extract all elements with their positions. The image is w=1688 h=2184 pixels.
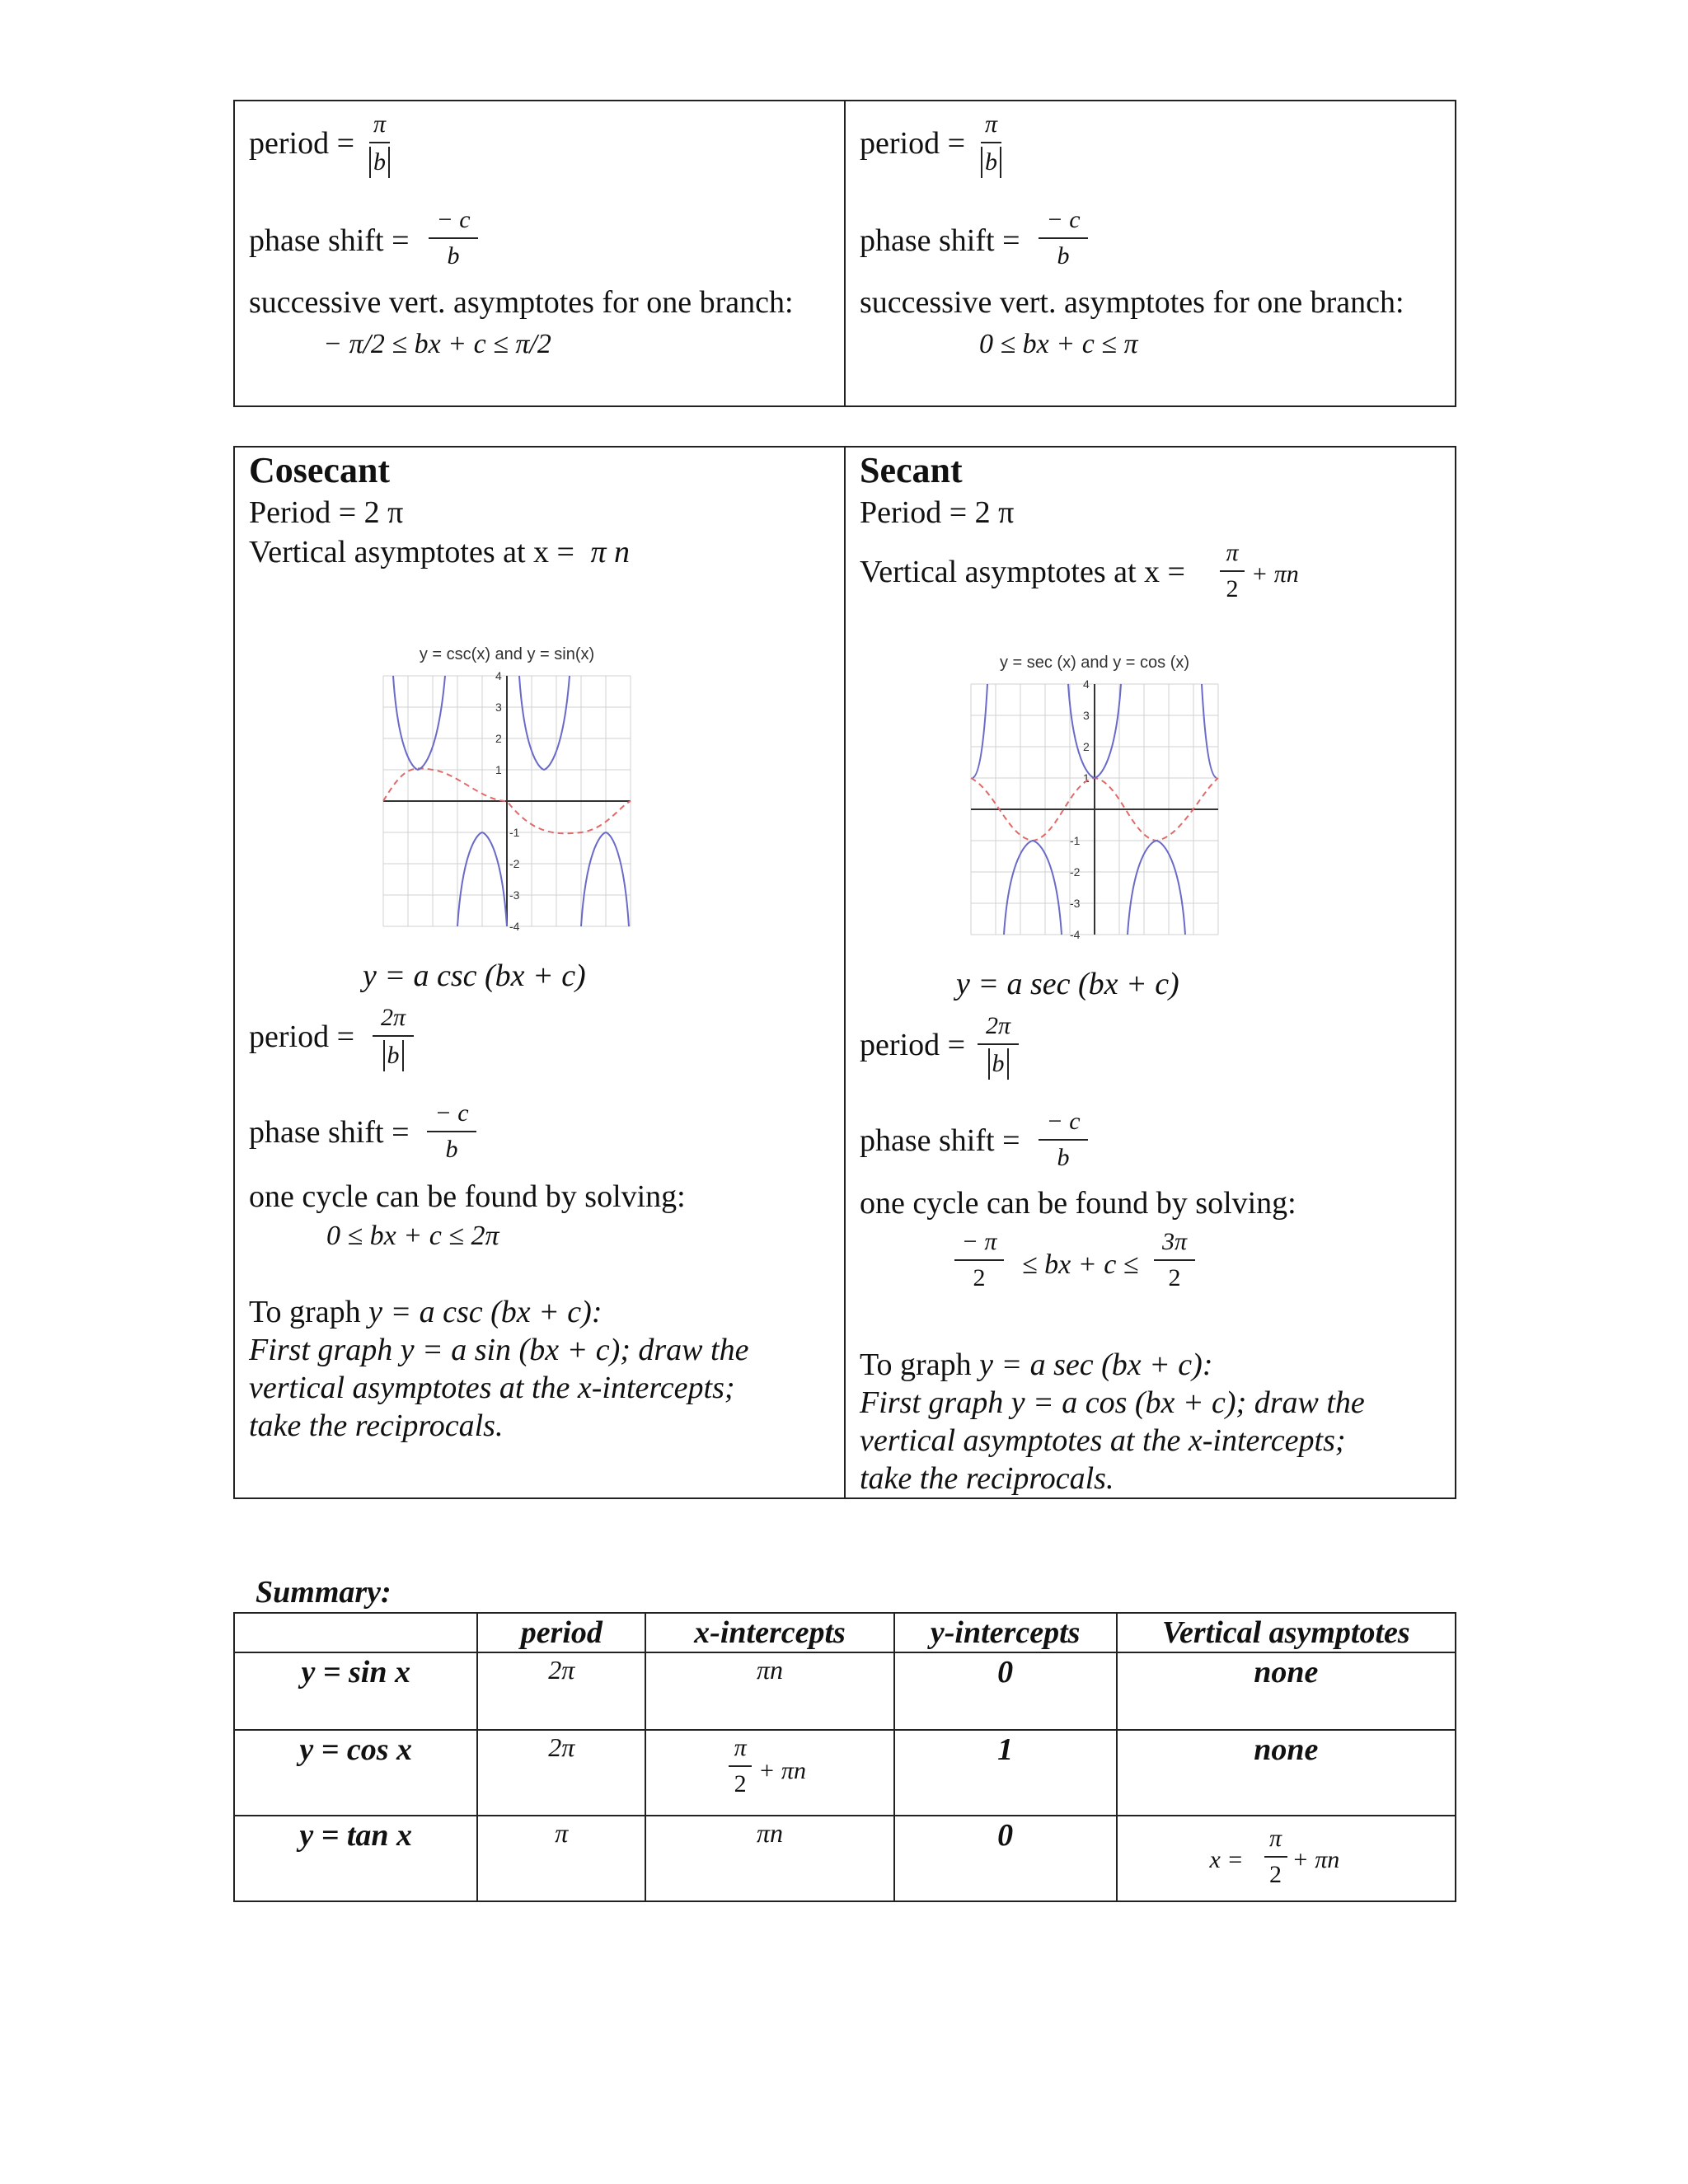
- top-right-phase-fraction: [1039, 206, 1088, 270]
- cosecant-asymptotes-label: Vertical asymptotes at x =: [249, 535, 574, 569]
- sec-tick: -3: [1070, 897, 1081, 910]
- top-right-period-label: period =: [860, 126, 966, 161]
- summary-header: [234, 1613, 477, 1652]
- frac-num: − π: [961, 1228, 997, 1255]
- summary-xint: πn: [645, 1652, 894, 1730]
- csc-graph-title: y = csc(x) and y = sin(x): [419, 645, 595, 663]
- frac-num: − c: [434, 1099, 469, 1127]
- csc-graph: [375, 643, 639, 931]
- cosecant-phase-fraction: [427, 1099, 476, 1164]
- summary-yint: 0: [894, 1816, 1117, 1901]
- cosecant-graph-eq: a csc (bx + c):: [411, 1295, 603, 1329]
- summary-va: none: [1117, 1652, 1456, 1730]
- top-right-period-fraction: [981, 110, 1001, 178]
- summary-xint-fraction: [729, 1734, 752, 1798]
- top-left-phase-label: phase shift =: [249, 223, 410, 258]
- table-row: [234, 1730, 1456, 1816]
- top-right-asymptote-label: successive vert. asymptotes for one branch:: [860, 285, 1404, 320]
- summary-header-row: [234, 1613, 1456, 1652]
- frac-num: − c: [1046, 1108, 1081, 1135]
- csc-tick: -2: [509, 857, 520, 870]
- top-left-asymptote-label: successive vert. asymptotes for one branch:: [249, 285, 794, 320]
- cosecant-graph-instruction: [249, 1294, 602, 1330]
- summary-va-fraction: [1264, 1825, 1287, 1889]
- frac-den: b: [369, 147, 390, 178]
- cosecant-formula: y = a csc (bx + c): [363, 958, 586, 993]
- frac-den: 2: [1226, 575, 1239, 602]
- cosecant-instruction-line: vertical asymptotes at the x-intercepts;: [249, 1371, 735, 1405]
- frac-num: 2π: [985, 1012, 1011, 1039]
- secant-asymptotes-tail: + πn: [1251, 560, 1299, 588]
- csc-tick: 4: [495, 669, 502, 682]
- frac-num: π: [1226, 539, 1239, 566]
- sec-tick: 3: [1083, 709, 1090, 722]
- secant-title: Secant: [860, 450, 963, 490]
- cosecant-cycle-inequality: 0 ≤ bx + c ≤ 2π: [326, 1221, 499, 1251]
- frac-num: π: [1269, 1825, 1282, 1852]
- summary-va-prefix: x =: [1209, 1846, 1244, 1873]
- sec-branch-3: [1202, 684, 1217, 778]
- secant-cycle-left-fraction: [954, 1228, 1004, 1292]
- frac-num: π: [734, 1734, 747, 1761]
- csc-tick: 3: [495, 701, 502, 714]
- table-row: [234, 1652, 1456, 1730]
- frac-num: π: [984, 110, 998, 138]
- summary-yint: 0: [894, 1652, 1117, 1730]
- sec-branch-1: [973, 684, 987, 778]
- frac-num: − c: [436, 206, 471, 233]
- cosecant-graph-y: y =: [368, 1295, 412, 1329]
- sec-branch-4: [1004, 841, 1062, 935]
- secant-instruction-line: First graph y = a cos (bx + c); draw the: [860, 1385, 1365, 1420]
- cosecant-asymptotes-value: π n: [590, 535, 631, 569]
- cosecant-title: Cosecant: [249, 450, 391, 490]
- secant-asymptotes-label: Vertical asymptotes at x =: [860, 555, 1185, 589]
- top-right-phase-label: phase shift =: [860, 223, 1020, 258]
- frac-num: 2π: [380, 1004, 406, 1031]
- cosecant-period-label: period =: [249, 1019, 355, 1054]
- secant-graph-eq: a sec (bx + c):: [1022, 1347, 1213, 1382]
- secant-instruction-line: vertical asymptotes at the x-intercepts;: [860, 1423, 1346, 1458]
- summary-xint: [645, 1730, 894, 1816]
- summary-yint: 1: [894, 1730, 1117, 1816]
- summary-title: Summary:: [256, 1575, 392, 1610]
- secant-cycle-label: one cycle can be found by solving:: [860, 1186, 1296, 1221]
- csc-tick: -1: [509, 826, 520, 839]
- cosecant-period-fraction: [373, 1004, 414, 1071]
- secant-period-fraction: [978, 1012, 1019, 1080]
- csc-tick: 1: [495, 763, 502, 776]
- top-box-divider: [844, 100, 846, 407]
- sec-graph: [963, 651, 1226, 940]
- summary-xint: πn: [645, 1816, 894, 1901]
- summary-header: period: [477, 1613, 645, 1652]
- cosecant-graph-prefix: To graph: [249, 1295, 361, 1329]
- frac-den: b: [445, 1136, 458, 1163]
- sec-branch-5: [1128, 841, 1185, 935]
- csc-branch-1: [393, 676, 445, 770]
- frac-den: 2: [1168, 1264, 1181, 1291]
- sec-graph-title: y = sec (x) and y = cos (x): [999, 654, 1190, 672]
- frac-den: 2: [1269, 1861, 1282, 1888]
- top-left-period-label: period =: [249, 126, 355, 161]
- frac-den: b: [1057, 1144, 1070, 1171]
- cosecant-cycle-label: one cycle can be found by solving:: [249, 1179, 686, 1214]
- frac-den: 2: [973, 1264, 986, 1291]
- secant-formula: y = a sec (bx + c): [956, 967, 1179, 1001]
- summary-va-tail: + πn: [1292, 1846, 1340, 1873]
- summary-table: [233, 1612, 1456, 1902]
- cosecant-asymptotes: [249, 534, 630, 570]
- cosecant-phase-label: phase shift =: [249, 1115, 410, 1150]
- csc-branch-2: [519, 676, 570, 770]
- csc-tick: -4: [509, 920, 520, 931]
- secant-cycle-mid: ≤ bx + c ≤: [1022, 1249, 1139, 1280]
- frac-den: b: [383, 1040, 404, 1071]
- cosecant-period: Period = 2 π: [249, 495, 404, 530]
- summary-header: x-intercepts: [645, 1613, 894, 1652]
- secant-phase-fraction: [1039, 1108, 1088, 1172]
- secant-graph-instruction: [860, 1347, 1212, 1383]
- summary-period: 2π: [477, 1730, 645, 1816]
- sec-tick: -2: [1070, 865, 1081, 879]
- frac-den: b: [981, 147, 1001, 178]
- secant-graph-prefix: To graph: [860, 1347, 972, 1382]
- secant-cycle-right-fraction: [1154, 1228, 1195, 1292]
- frac-num: − c: [1046, 206, 1081, 233]
- summary-va: [1117, 1816, 1456, 1901]
- secant-period: Period = 2 π: [860, 495, 1015, 530]
- summary-header: y-intercepts: [894, 1613, 1117, 1652]
- sec-tick: 2: [1083, 740, 1090, 753]
- csc-tick: -3: [509, 888, 520, 902]
- top-left-phase-fraction: [429, 206, 478, 270]
- frac-den: b: [988, 1048, 1009, 1080]
- summary-period: π: [477, 1816, 645, 1901]
- table-row: [234, 1816, 1456, 1901]
- sec-tick: 4: [1083, 677, 1090, 691]
- sec-tick: 1: [1083, 771, 1090, 785]
- csc-sec-divider: [844, 446, 846, 1499]
- frac-num: π: [373, 110, 387, 138]
- summary-xint-tail: + πn: [758, 1757, 806, 1784]
- top-left-asymptote-inequality: − π/2 ≤ bx + c ≤ π/2: [323, 329, 551, 359]
- secant-graph-y: y =: [979, 1347, 1023, 1382]
- secant-instruction-line: take the reciprocals.: [860, 1461, 1114, 1496]
- secant-phase-label: phase shift =: [860, 1123, 1020, 1158]
- top-right-asymptote-inequality: 0 ≤ bx + c ≤ π: [979, 329, 1138, 359]
- summary-fn: y = cos x: [234, 1730, 477, 1816]
- summary-va: none: [1117, 1730, 1456, 1816]
- frac-den: 2: [734, 1770, 747, 1797]
- summary-fn: y = tan x: [234, 1816, 477, 1901]
- cosecant-instruction-line: take the reciprocals.: [249, 1408, 504, 1443]
- sec-tick: -4: [1070, 928, 1081, 940]
- frac-den: b: [447, 242, 460, 269]
- summary-fn: y = sin x: [234, 1652, 477, 1730]
- csc-branch-4: [581, 832, 629, 926]
- summary-period: 2π: [477, 1652, 645, 1730]
- frac-den: b: [1057, 242, 1070, 269]
- csc-tick: 2: [495, 732, 502, 745]
- top-left-period-fraction: [369, 110, 390, 178]
- secant-asymptotes-fraction: [1220, 539, 1245, 603]
- summary-header: Vertical asymptotes: [1117, 1613, 1456, 1652]
- sec-tick: -1: [1070, 834, 1081, 847]
- cosecant-instruction-line: First graph y = a sin (bx + c); draw the: [249, 1333, 749, 1367]
- frac-num: 3π: [1161, 1228, 1188, 1255]
- secant-period-label: period =: [860, 1028, 966, 1062]
